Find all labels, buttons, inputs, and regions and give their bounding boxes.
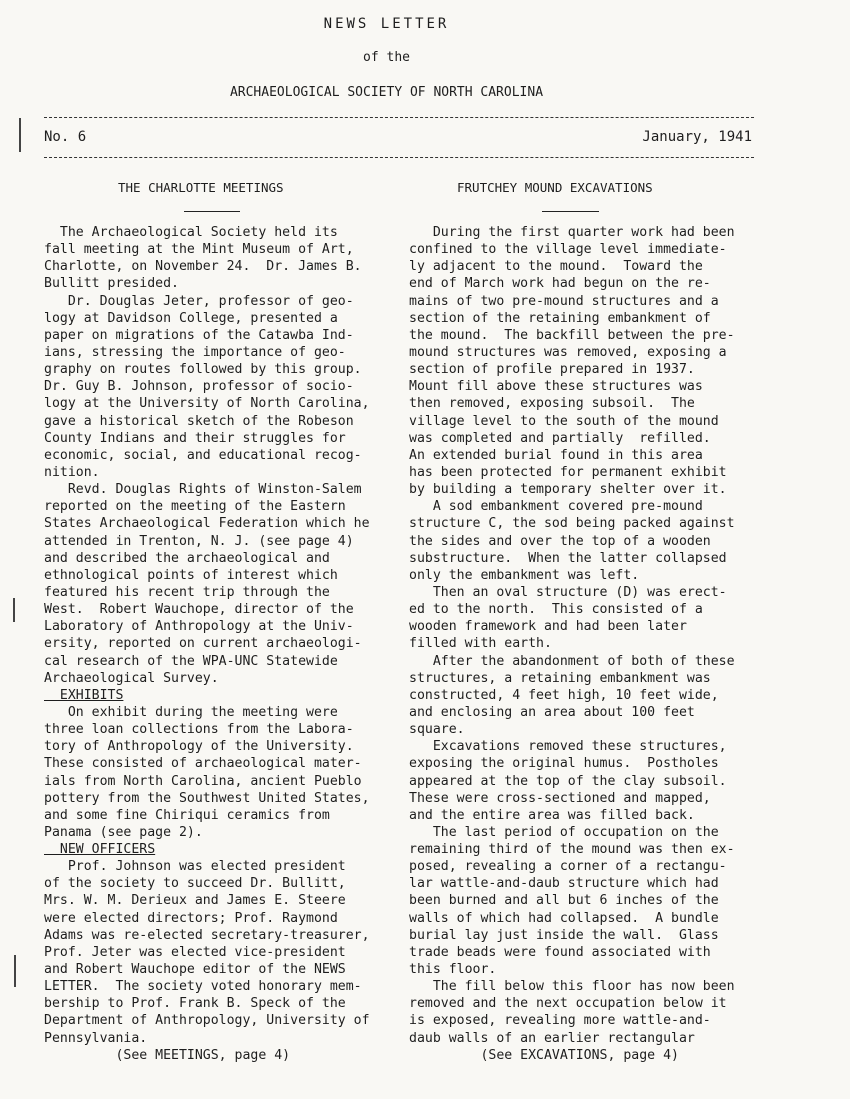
issue-number: No. 6 bbox=[44, 129, 87, 145]
body-text-line: Prof. Jeter was elected vice-president bbox=[44, 944, 346, 960]
body-text-line: only the embankment was left. bbox=[409, 567, 640, 583]
body-text-line: square. bbox=[409, 722, 465, 738]
body-text-line: Revd. Douglas Rights of Winston-Salem bbox=[44, 482, 362, 498]
body-text-line: substructure. When the latter collapsed bbox=[409, 550, 727, 566]
body-text-line: and some fine Chiriqui ceramics from bbox=[44, 807, 330, 823]
body-text-line: of the society to succeed Dr. Bullitt, bbox=[44, 876, 346, 892]
body-text-line: by building a temporary shelter over it. bbox=[409, 482, 727, 498]
body-text-line: structures, a retaining embankment was bbox=[409, 670, 711, 686]
body-text-line: reported on the meeting of the Eastern bbox=[44, 499, 346, 515]
body-text-line: pottery from the Southwest United States, bbox=[44, 790, 370, 806]
body-text-line: ed to the north. This consisted of a bbox=[409, 602, 703, 618]
body-text-line: village level to the south of the mound bbox=[409, 413, 719, 429]
top-dashed-divider bbox=[44, 117, 754, 118]
body-text-line: (See EXCAVATIONS, page 4) bbox=[409, 1047, 679, 1063]
body-text-line: Bullitt presided. bbox=[44, 276, 179, 292]
binding-mark bbox=[14, 955, 16, 987]
body-text-line: ethnological points of interest which bbox=[44, 567, 338, 583]
body-text-line: featured his recent trip through the bbox=[44, 584, 330, 600]
body-text-line: attended in Trenton, N. J. (see page 4) bbox=[44, 533, 354, 549]
body-text-line: Mrs. W. M. Derieux and James E. Steere bbox=[44, 893, 346, 909]
body-text-line: fall meeting at the Mint Museum of Art, bbox=[44, 242, 354, 258]
body-text-line: paper on migrations of the Catawba Ind- bbox=[44, 327, 354, 343]
body-text-line: and Robert Wauchope editor of the NEWS bbox=[44, 962, 346, 978]
body-text-line: the sides and over the top of a wooden bbox=[409, 533, 711, 549]
bottom-dashed-divider bbox=[44, 157, 754, 158]
body-text-line: constructed, 4 feet high, 10 feet wide, bbox=[409, 687, 719, 703]
body-text-line: An extended burial found in this area bbox=[409, 447, 703, 463]
body-text-line: ersity, reported on current archaeologi- bbox=[44, 636, 362, 652]
body-text-line: Dr. Guy B. Johnson, professor of socio- bbox=[44, 379, 354, 395]
body-text-line: then removed, exposing subsoil. The bbox=[409, 396, 695, 412]
body-text-line: confined to the village level immediate- bbox=[409, 242, 727, 258]
binding-mark bbox=[19, 118, 21, 152]
body-text-line: has been protected for permanent exhibit bbox=[409, 464, 727, 480]
body-text-line: States Archaeological Federation which he bbox=[44, 516, 370, 532]
body-text-line: The fill below this floor has now been bbox=[409, 979, 735, 995]
body-text-line: On exhibit during the meeting were bbox=[44, 704, 338, 720]
body-text-line: ians, stressing the importance of geo- bbox=[44, 344, 346, 360]
issue-date: January, 1941 bbox=[642, 129, 752, 145]
body-text-line: West. Robert Wauchope, director of the bbox=[44, 602, 354, 618]
body-text-line: Charlotte, on November 24. Dr. James B. bbox=[44, 259, 362, 275]
body-text-line: were elected directors; Prof. Raymond bbox=[44, 910, 338, 926]
right-article-body bbox=[409, 224, 735, 1064]
body-text-line: economic, social, and educational recog- bbox=[44, 447, 362, 463]
body-text-line: logy at Davidson College, presented a bbox=[44, 310, 338, 326]
section-subheading: NEW OFFICERS bbox=[44, 842, 156, 858]
body-text-line: ly adjacent to the mound. Toward the bbox=[409, 259, 703, 275]
body-text-line: Pennsylvania. bbox=[44, 1030, 148, 1046]
body-text-line: appeared at the top of the clay subsoil. bbox=[409, 773, 727, 789]
body-text-line: cal research of the WPA-UNC Statewide bbox=[44, 653, 338, 669]
body-text-line: A sod embankment covered pre-mound bbox=[409, 499, 703, 515]
body-text-line: burial lay just inside the wall. Glass bbox=[409, 927, 719, 943]
body-text-line: structure C, the sod being packed against bbox=[409, 516, 735, 532]
body-text-line: (See MEETINGS, page 4) bbox=[44, 1047, 291, 1063]
body-text-line: Prof. Johnson was elected president bbox=[44, 859, 346, 875]
body-text-line: Adams was re-elected secretary-treasurer, bbox=[44, 927, 370, 943]
body-text-line: Then an oval structure (D) was erect- bbox=[409, 584, 727, 600]
body-text-line: daub walls of an earlier rectangular bbox=[409, 1030, 695, 1046]
body-text-line: ials from North Carolina, ancient Pueblo bbox=[44, 773, 362, 789]
body-text-line: Laboratory of Anthropology at the Univ- bbox=[44, 619, 354, 635]
body-text-line: During the first quarter work had been bbox=[409, 225, 735, 240]
body-text-line: mains of two pre-mound structures and a bbox=[409, 293, 719, 309]
body-text-line: walls of which had collapsed. A bundle bbox=[409, 910, 719, 926]
body-text-line: and enclosing an area about 100 feet bbox=[409, 704, 695, 720]
body-text-line: and the entire area was filled back. bbox=[409, 807, 695, 823]
organization-name: ARCHAEOLOGICAL SOCIETY OF NORTH CAROLINA bbox=[229, 85, 544, 100]
body-text-line: this floor. bbox=[409, 962, 497, 978]
body-text-line: bership to Prof. Frank B. Speck of the bbox=[44, 996, 346, 1012]
body-text-line: section of profile prepared in 1937. bbox=[409, 362, 695, 378]
body-text-line: Mount fill above these structures was bbox=[409, 379, 703, 395]
body-text-line: These were cross-sectioned and mapped, bbox=[409, 790, 711, 806]
body-text-line: Excavations removed these structures, bbox=[409, 739, 727, 755]
body-text-line: Archaeological Survey. bbox=[44, 670, 219, 686]
left-article-heading: THE CHARLOTTE MEETINGS bbox=[118, 180, 284, 195]
section-subheading: EXHIBITS bbox=[44, 687, 124, 703]
body-text-line: logy at the University of North Carolina, bbox=[44, 396, 370, 412]
body-text-line: The last period of occupation on the bbox=[409, 824, 719, 840]
body-text-line: LETTER. The society voted honorary mem- bbox=[44, 979, 362, 995]
body-text-line: The Archaeological Society held its bbox=[44, 225, 338, 240]
body-text-line: Panama (see page 2). bbox=[44, 824, 203, 840]
body-text-line: mound structures was removed, exposing a bbox=[409, 344, 727, 360]
body-text-line: lar wattle-and-daub structure which had bbox=[409, 876, 719, 892]
body-text-line: Dr. Douglas Jeter, professor of geo- bbox=[44, 293, 354, 309]
body-text-line: County Indians and their struggles for bbox=[44, 430, 346, 446]
body-text-line: tory of Anthropology of the University. bbox=[44, 739, 354, 755]
newsletter-title: NEWS LETTER bbox=[323, 16, 450, 32]
body-text-line: These consisted of archaeological mater- bbox=[44, 756, 362, 772]
body-text-line: and described the archaeological and bbox=[44, 550, 330, 566]
body-text-line: posed, revealing a corner of a rectangu- bbox=[409, 859, 727, 875]
body-text-line: Department of Anthropology, University of bbox=[44, 1013, 370, 1029]
body-text-line: gave a historical sketch of the Robeson bbox=[44, 413, 354, 429]
binding-mark bbox=[13, 598, 15, 622]
left-article-body bbox=[44, 224, 370, 1064]
newsletter-subtitle: of the bbox=[363, 50, 410, 65]
body-text-line: graphy on routes followed by this group. bbox=[44, 362, 362, 378]
body-text-line: nition. bbox=[44, 464, 100, 480]
body-text-line: section of the retaining embankment of bbox=[409, 310, 711, 326]
body-text-line: After the abandonment of both of these bbox=[409, 653, 735, 669]
body-text-line: was completed and partially refilled. bbox=[409, 430, 711, 446]
left-heading-rule bbox=[184, 211, 240, 212]
right-article-heading: FRUTCHEY MOUND EXCAVATIONS bbox=[457, 180, 653, 195]
body-text-line: been burned and all but 6 inches of the bbox=[409, 893, 719, 909]
body-text-line: exposing the original humus. Postholes bbox=[409, 756, 719, 772]
body-text-line: removed and the next occupation below it bbox=[409, 996, 727, 1012]
body-text-line: is exposed, revealing more wattle-and- bbox=[409, 1013, 711, 1029]
body-text-line: filled with earth. bbox=[409, 636, 552, 652]
body-text-line: end of March work had begun on the re- bbox=[409, 276, 711, 292]
body-text-line: the mound. The backfill between the pre- bbox=[409, 327, 735, 343]
body-text-line: three loan collections from the Labora- bbox=[44, 722, 354, 738]
body-text-line: remaining third of the mound was then ex- bbox=[409, 842, 735, 858]
body-text-line: wooden framework and had been later bbox=[409, 619, 687, 635]
right-heading-rule bbox=[542, 211, 599, 212]
body-text-line: trade beads were found associated with bbox=[409, 944, 711, 960]
